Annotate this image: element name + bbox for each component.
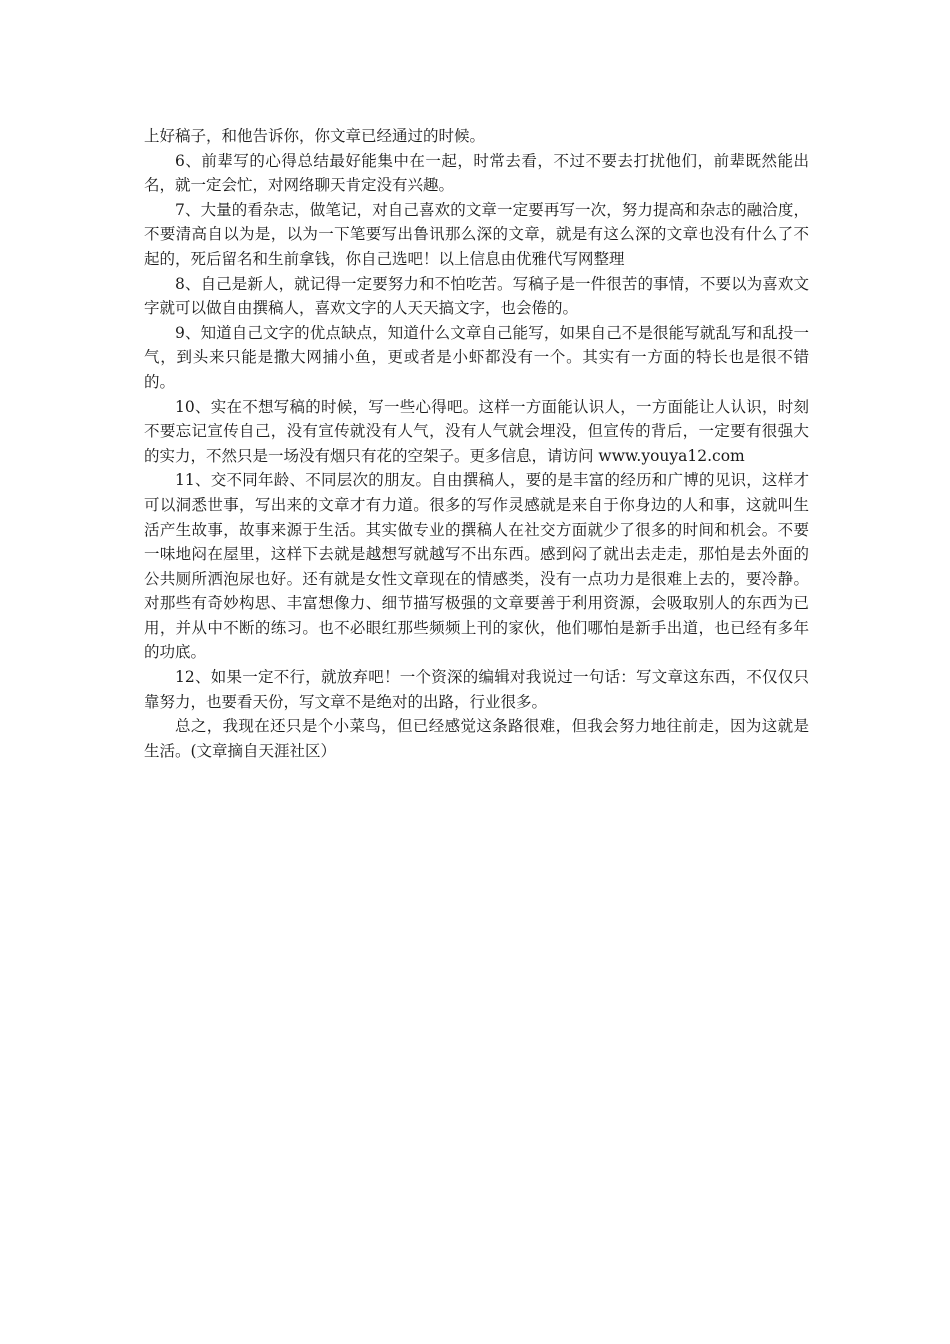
paragraph-tip-10: 10、实在不想写稿的时候，写一些心得吧。这样一方面能认识人，一方面能让人认识，时刻不要忘记宣传自己，没有宣传就没有人气，没有人气就会埋没，但宣传的背后，一定要有很强大的实力，不然只是一场没有烟只有花的空架子。更多信息，请访问 www.youya12.com	[144, 397, 809, 465]
paragraph-conclusion: 总之，我现在还只是个小菜鸟，但已经感觉这条路很难，但我会努力地往前走，因为这就是生活。(文章摘自天涯社区）	[144, 717, 809, 760]
paragraph-tip-9: 9、知道自己文字的优点缺点，知道什么文章自己能写，如果自己不是很能写就乱写和乱投一气，到头来只能是撒大网捕小鱼，更或者是小虾都没有一个。其实有一方面的特长也是很不错的。	[144, 323, 809, 391]
paragraph-tip-8: 8、自己是新人，就记得一定要努力和不怕吃苦。写稿子是一件很苦的事情，不要以为喜欢文字就可以做自由撰稿人，喜欢文字的人天天搞文字，也会倦的。	[144, 274, 809, 318]
paragraph-tip-7: 7、大量的看杂志，做笔记，对自己喜欢的文章一定要再写一次，努力提高和杂志的融洽度，不要清高自以为是，以为一下笔要写出鲁讯那么深的文章，就是有这么深的文章也没有什么了不起的，死后留名和生前拿钱，你自己选吧！以上信息由优雅代写网整理	[144, 200, 809, 268]
paragraph-continuation: 上好稿子，和他告诉你，你文章已经通过的时候。	[144, 127, 486, 145]
paragraph-tip-11: 11、交不同年龄、不同层次的朋友。自由撰稿人，要的是丰富的经历和广博的见识，这样才可以洞悉世事，写出来的文章才有力道。很多的写作灵感就是来自于你身边的人和事，这就叫生活产生故事，故事来源于生活。其实做专业的撰稿人在社交方面就少了很多的时间和机会。不要一味地闷在屋里，这样下去就是越想写就越写不出东西。感到闷了就出去走走，那怕是去外面的公共厕所洒泡尿也好。还有就是女性文章现在的情感类，没有一点功力是很难上去的，要冷静。对那些有奇妙构思、丰富想像力、细节描写极强的文章要善于利用资源，会吸取别人的东西为已用，并从中不断的练习。也不必眼红那些频频上刊的家伙，他们哪怕是新手出道，也已经有多年的功底。	[144, 471, 809, 662]
paragraph-tip-12: 12、如果一定不行，就放弃吧！一个资深的编辑对我说过一句话：写文章这东西，不仅仅只靠努力，也要看天份，写文章不是绝对的出路，行业很多。	[144, 668, 809, 711]
article-body	[144, 124, 809, 763]
paragraph-tip-6: 6、前辈写的心得总结最好能集中在一起，时常去看，不过不要去打扰他们，前辈既然能出名，就一定会忙，对网络聊天肯定没有兴趣。	[144, 151, 809, 195]
